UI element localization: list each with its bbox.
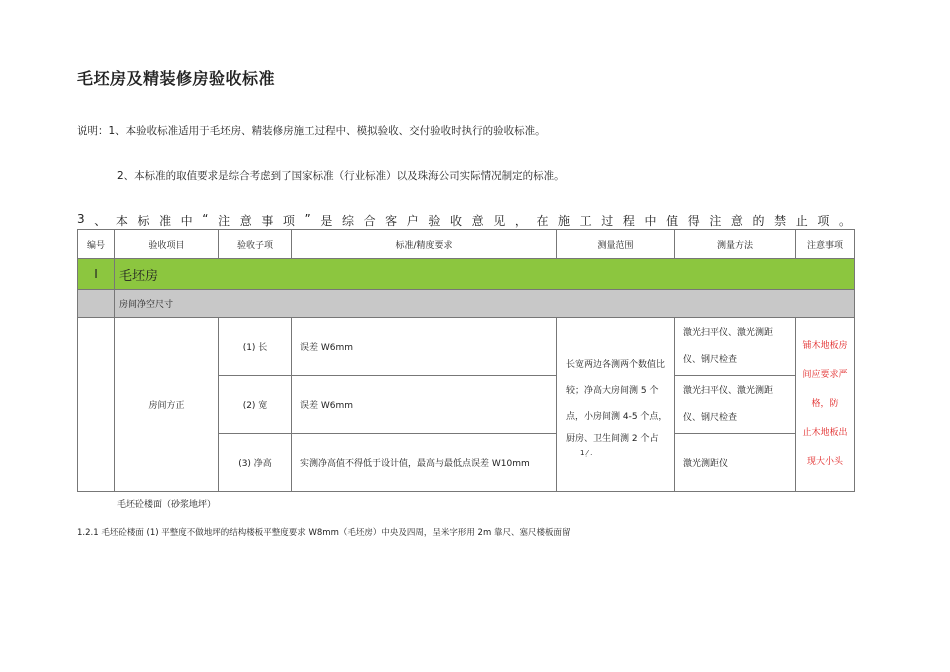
method-line: 仪、钢尺检查 <box>683 354 738 365</box>
subsection-row <box>78 290 855 318</box>
sub-item-cell: (3) 净高 <box>219 434 292 492</box>
note-3-char: 得 <box>687 214 700 228</box>
range-line: 点，小房间测 4-5 个点， <box>566 411 668 422</box>
method-line: 激光扫平仪、激光测距 <box>683 385 774 396</box>
note-3-char: 止 <box>795 214 808 228</box>
attention-line: 铺木地板房 <box>802 341 848 351</box>
sub-item-cell: (1) 长 <box>219 318 292 376</box>
note-3-char: 注 <box>218 214 231 228</box>
footer-text: 1.2.1 毛坯砼楼面 (1) 平整度不做地坪的结构楼板平整度要求 W8mm（毛坯房）中央及四周，呈米字形用 2m 靠尺、塞尺楼板面留 <box>77 528 571 538</box>
acceptance-table <box>77 229 855 492</box>
note-3-char: 工 <box>579 214 592 228</box>
subsection-label: 房间净空尺寸 <box>115 290 855 318</box>
header-cell: 验收项目 <box>115 230 219 259</box>
note-3-char: 综 <box>341 214 354 228</box>
range-tiny-mark: 1 ⁄̣ . <box>580 448 593 457</box>
method-line: 激光扫平仪、激光测距 <box>683 327 774 338</box>
note-3 <box>77 212 851 229</box>
note-3-char: 施 <box>558 214 571 228</box>
note-3-char: ， <box>514 214 527 228</box>
note-3-char: 中 <box>644 214 657 228</box>
note-1: 说明：1、本验收标准适用于毛坯房、精装修房施工过程中、模拟验收、交付验收时执行的验收标准。 <box>77 125 546 137</box>
subsection-number <box>78 290 115 318</box>
method-line: 仪、钢尺检查 <box>683 412 738 423</box>
attention-line: 间应要求严 <box>802 370 848 380</box>
table-header-row <box>78 230 855 259</box>
item-cell: 房间方正 <box>115 318 219 492</box>
note-3-char: 客 <box>385 214 398 228</box>
header-cell: 测量方法 <box>675 230 796 259</box>
section-row <box>78 259 855 290</box>
note-3-char: 准 <box>159 214 172 228</box>
method-cell: 激光测距仪 <box>675 434 796 492</box>
header-cell: 标准/精度要求 <box>292 230 557 259</box>
header-cell: 验收子项 <box>219 230 292 259</box>
note-3-char: “ <box>202 212 209 226</box>
note-3-char: 项 <box>282 214 295 228</box>
attention-line: 止木地板出 <box>802 428 848 438</box>
note-3-char: 程 <box>622 214 635 228</box>
standard-cell: 误差 W6mm <box>292 376 557 434</box>
note-3-char: 意 <box>730 214 743 228</box>
header-cell: 编号 <box>78 230 115 259</box>
note-2: 2、本标准的取值要求是综合考虑到了国家标准（行业标准）以及珠海公司实际情况制定的标准。 <box>117 170 565 182</box>
range-line: 较；净高大房间测 5 个 <box>566 385 659 396</box>
attention-cell <box>796 318 855 492</box>
note-3-char: 过 <box>601 214 614 228</box>
sub-item-cell: (2) 宽 <box>219 376 292 434</box>
note-3-char: 的 <box>752 214 765 228</box>
note-3-char: 事 <box>261 214 274 228</box>
range-line: 厨房、卫生间测 2 个占 <box>566 433 659 444</box>
note-3-char: 项 <box>817 214 830 228</box>
attention-line: 格，防 <box>811 399 839 409</box>
row-number-cell <box>78 318 115 492</box>
range-cell <box>557 318 675 492</box>
method-cell <box>675 318 796 376</box>
header-cell: 注意事项 <box>796 230 855 259</box>
note-3-char: 本 <box>115 214 128 228</box>
section-label: 毛坯房 <box>115 259 855 290</box>
note-3-char: 注 <box>709 214 722 228</box>
table-row <box>78 318 855 376</box>
note-3-char: 户 <box>406 214 419 228</box>
standard-cell: 误差 W6mm <box>292 318 557 376</box>
note-3-char: 在 <box>536 214 549 228</box>
note-3-char: 值 <box>666 214 679 228</box>
note-3-char: 3 <box>77 212 85 226</box>
method-cell <box>675 376 796 434</box>
note-3-char: 验 <box>428 214 441 228</box>
standard-cell: 实测净高值不得低于设计值，最高与最低点误差 W10mm <box>292 434 557 492</box>
note-3-char: 中 <box>180 214 193 228</box>
range-line: 长宽两边各测两个数值比 <box>566 359 666 370</box>
note-3-char: 合 <box>363 214 376 228</box>
note-3-char: 意 <box>471 214 484 228</box>
note-3-char: 标 <box>137 214 150 228</box>
page-title: 毛坯房及精装修房验收标准 <box>77 69 276 88</box>
note-3-char: 、 <box>94 214 107 228</box>
note-3-char: 意 <box>239 214 252 228</box>
note-3-char: 收 <box>450 214 463 228</box>
note-3-char: 是 <box>320 214 333 228</box>
header-cell: 测量范围 <box>557 230 675 259</box>
attention-line: 现大小头 <box>806 457 843 467</box>
note-3-char: 禁 <box>774 214 787 228</box>
note-3-char: ” <box>304 212 311 226</box>
note-3-char: 。 <box>838 214 851 228</box>
note-3-char: 见 <box>493 214 506 228</box>
section-number: I <box>78 259 115 290</box>
footer-heading: 毛坯砼楼面（砂浆地坪） <box>117 500 217 510</box>
